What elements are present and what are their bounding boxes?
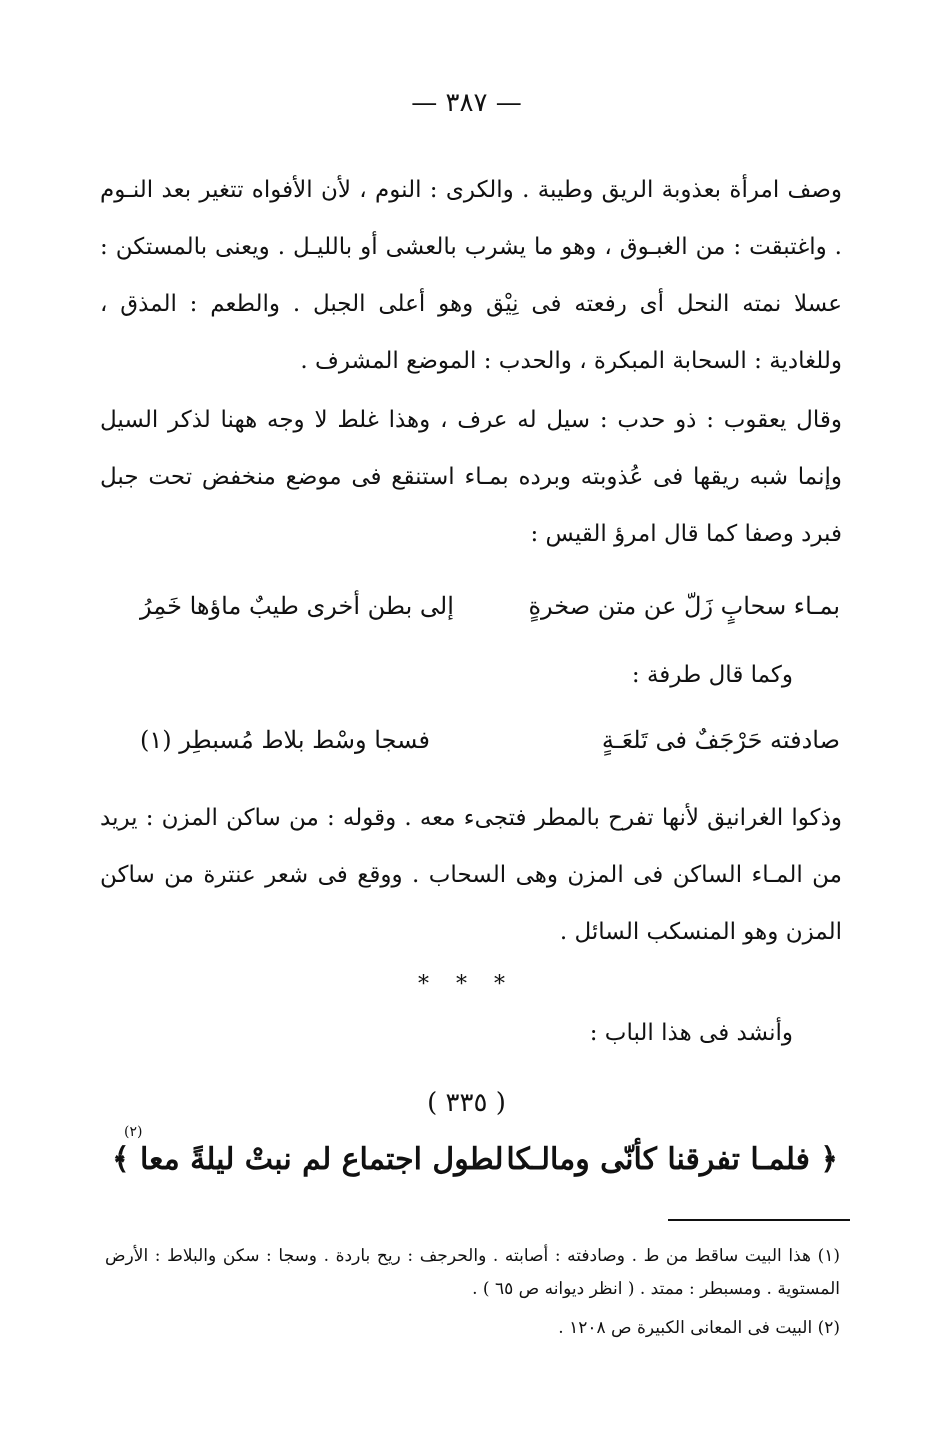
verse-imru-al-qais — [140, 592, 840, 620]
poem-number: ( ٣٣٥ ) — [427, 1088, 506, 1118]
footnote-1: (١) هذا البيت ساقط من ط . وصادفته : أصابته . والحرجف : ريح باردة . وسجا : سكن والبلاط : الأرض المستوية . ومسبطر : ممتد . ( انظر ديوانه ص ٦٥ ) . — [105, 1246, 840, 1299]
verse-intro-tarafa: وكما قال طرفة : — [631, 662, 793, 688]
verse-second-hemistich: لطول اجتماع لم نبتْ ليلةً معا ﴾ — [112, 1142, 504, 1177]
verse-first-hemistich: بمـاء سحابٍ زَلّ عن متن صخرةٍ — [528, 592, 840, 620]
section-separator: * * * — [418, 972, 515, 997]
paragraph-text: وقال يعقوب : ذو حدب : سيل له عرف ، وهذا غلط لا وجه ههنا لذكر السيل وإنما شبه ريقها فى عُذوبته وبرده بمـاء استنقع فى موضع منخفض تحت جبل فبرد وصفا كما قال امرؤ القيس : — [100, 407, 842, 547]
main-verse — [112, 1142, 838, 1177]
paragraph-text: وصف امرأة بعذوبة الريق وطيبة . والكرى : النوم ، لأن الأفواه تتغير بعد النـوم . واغتبقت : من الغبـوق ، وهو ما يشرب بالعشى أو بالليـل . ويعنى بالمستكن : عسلا نمته النحل أى رفعته فى نِيْق وهو أعلى الجبل . والطعم : المذق ، وللغادية : السحابة المبكرة ، والحدب : الموضع المشرف . — [100, 177, 842, 374]
footnotes — [105, 1240, 840, 1345]
commentary-paragraph-2 — [100, 392, 842, 563]
footnote-2: (٢) البيت فى المعانى الكبيرة ص ١٢٠٨ . — [558, 1318, 840, 1338]
verse-second-hemistich: فسجا وسْط بلاط مُسبطِر (١) — [140, 726, 430, 754]
page-number: — ٣٨٧ — — [411, 88, 522, 118]
verse-tarafa — [140, 726, 840, 754]
verse-first-hemistich: صادفته حَرْجَفٌ فى تَلعَـةٍ — [601, 726, 840, 754]
verse-second-hemistich: إلى بطن أخرى طيبٌ ماؤها خَمِرُ — [140, 592, 454, 620]
paragraph-text: وذكوا الغرانيق لأنها تفرح بالمطر فتجىء معه . وقوله : من ساكن المزن : يريد من المـاء الساكن فى المزن وهى السحاب . ووقع فى شعر عنترة من ساكن المزن وهو المنسكب السائل . — [100, 805, 842, 945]
footnote-divider — [668, 1219, 850, 1221]
verse-first-hemistich: ﴿ فلمـا تفرقنا كأنّى ومالـكا — [506, 1142, 838, 1177]
section-intro: وأنشد فى هذا الباب : — [589, 1020, 793, 1046]
commentary-paragraph-3 — [100, 790, 842, 961]
footnote-marker: (٢) — [124, 1124, 143, 1140]
commentary-paragraph-1 — [100, 162, 842, 390]
